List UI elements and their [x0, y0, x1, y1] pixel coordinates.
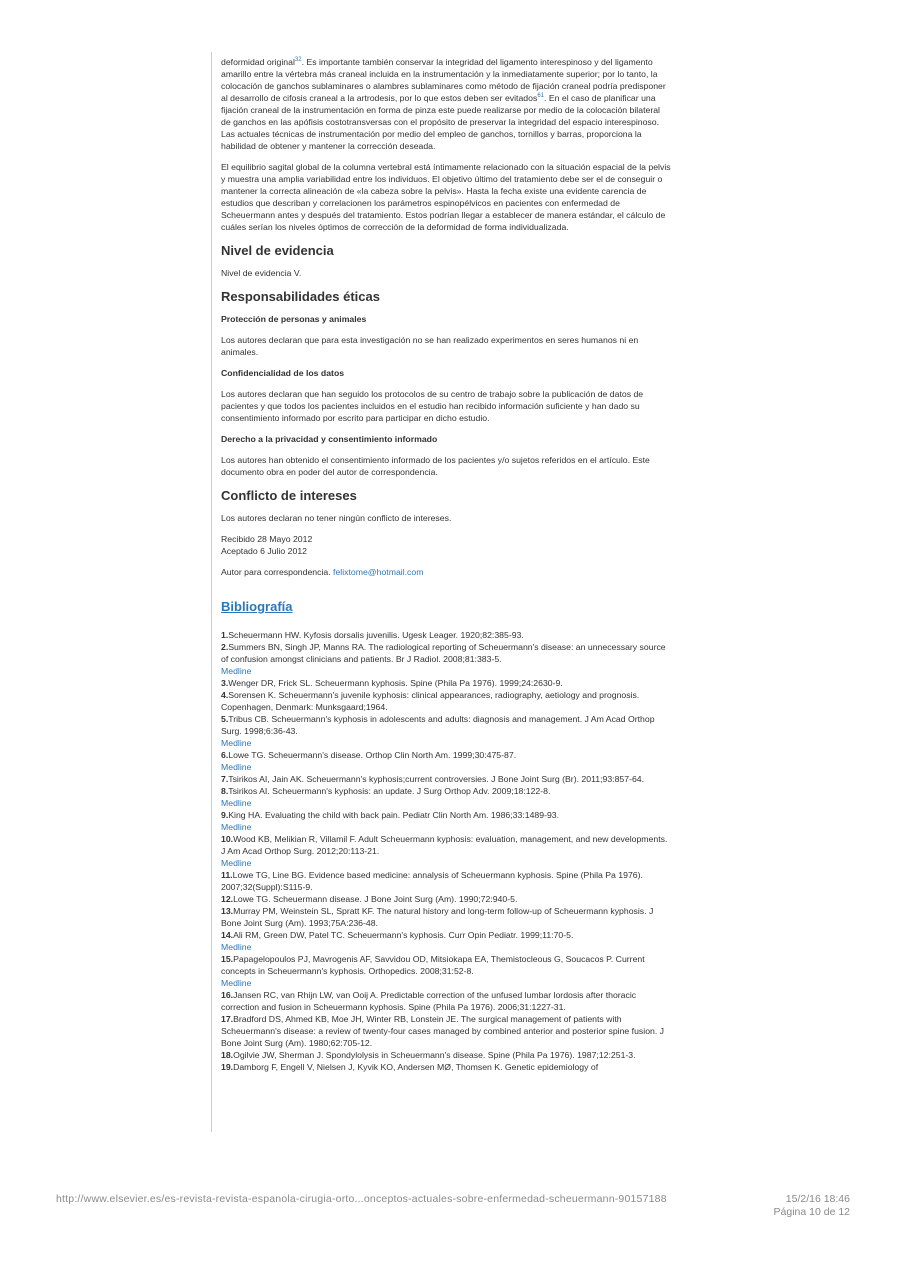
medline-link[interactable]: Medline [221, 666, 252, 676]
bibliography-heading[interactable]: Bibliografía [221, 599, 293, 614]
medline-link[interactable]: Medline [221, 738, 252, 748]
reference-text: Jansen RC, van Rhijn LW, van Ooij A. Predictable correction of the unfused lumbar lordosis after thoracic correction and fusion in Scheuermann kyphosis. Spine (Phila Pa 1976). 2006;31:1227-31. [221, 990, 637, 1012]
proteccion-text: Los autores declaran que para esta investigación no se han realizado experimentos en seres humanos ni en animales. [221, 335, 639, 357]
reference-number: 12. [221, 894, 234, 904]
reference-text: Lowe TG. Scheuermann's disease. Orthop Clin North Am. 1999;30:475-87. [228, 750, 517, 760]
paragraph-deformidad [221, 56, 671, 152]
heading-responsabilidades-eticas: Responsabilidades éticas [221, 289, 380, 304]
reference-number: 10. [221, 834, 234, 844]
citation-61[interactable]: 61 [537, 93, 544, 99]
medline-link[interactable]: Medline [221, 978, 252, 988]
reference-list [221, 629, 671, 1073]
reference-number: 18. [221, 1050, 234, 1060]
reference-item [221, 629, 671, 641]
heading-nivel-evidencia: Nivel de evidencia [221, 243, 334, 258]
corresponding-author [221, 566, 671, 578]
reference-text: Tsirikos AI, Jain AK. Scheuermann's kyphosis;current controversies. J Bone Joint Surg (Br). 2011;93:857-64. [228, 774, 645, 784]
received-date: Recibido 28 Mayo 2012 [221, 534, 313, 544]
subheading-proteccion: Protección de personas y animales [221, 314, 367, 324]
paragraph-text: . En el caso de planificar una fijación craneal de la instrumentación en forma de pinza este puede realizarse por medio de la colocación bilateral de ganchos en las apófisis costotransversas con el propósito de preservar la integridad del espacio interespinoso. Las actuales técnicas de instrumentación por medio del empleo de ganchos, tornillos y barras, proporciona la habilidad de obtener y mantener la corrección deseada. [221, 93, 660, 151]
medline-link[interactable]: Medline [221, 942, 252, 952]
accepted-date: Aceptado 6 Julio 2012 [221, 546, 307, 556]
reference-text: Ali RM, Green DW, Patel TC. Scheuermann's kyphosis. Curr Opin Pediatr. 1999;11:70-5. [233, 930, 574, 940]
corresponding-author-label: Autor para correspondencia. [221, 567, 331, 577]
medline-link[interactable]: Medline [221, 762, 252, 772]
reference-item [221, 809, 671, 821]
reference-text: King HA. Evaluating the child with back pain. Pediatr Clin North Am. 1986;33:1489-93. [228, 810, 560, 820]
medline-link[interactable]: Medline [221, 822, 252, 832]
reference-number: 16. [221, 990, 234, 1000]
reference-number: 2. [221, 642, 229, 652]
reference-number: 6. [221, 750, 229, 760]
subheading-confidencialidad: Confidencialidad de los datos [221, 368, 345, 378]
reference-number: 3. [221, 678, 229, 688]
reference-item [221, 689, 671, 713]
reference-number: 19. [221, 1062, 234, 1072]
reference-number: 13. [221, 906, 234, 916]
reference-number: 11. [221, 870, 233, 880]
reference-text: Tribus CB. Scheuermann's kyphosis in adolescents and adults: diagnosis and management. J Am Acad Orthop Surg. 1998;6:36-43. [221, 714, 655, 736]
medline-link[interactable]: Medline [221, 858, 252, 868]
reference-text: Lowe TG, Line BG. Evidence based medicine: annalysis of Scheuermann kyphosis. Spine (Phila Pa 1976). 2007;32(Suppl):S115-9. [221, 870, 643, 892]
reference-item [221, 677, 671, 689]
paragraph-text: . Es importante también conservar la integridad del ligamento interespinoso y del ligamento amarillo entre la vértebra más craneal incluida en la instrumentación y la inmediatamente superior; por lo tanto, la colocación de ganchos sublaminares o alambres sublaminares como método de fijación craneal podría predisponer al desarrollo de cifosis craneal a la artrodesis, por lo que estos deben ser evitados [221, 57, 666, 103]
reference-text: Wood KB, Melikian R, Villamil F. Adult Scheuermann kyphosis: evaluation, management, and new developments. J Am Acad Orthop Surg. 2012;20:113-21. [221, 834, 668, 856]
reference-text: Papagelopoulos PJ, Mavrogenis AF, Savvidou OD, Mitsiokapa EA, Themistocleous G, Soucacos P. Current concepts in Scheuermann's kyphosis. Orthopedics. 2008;31:52-8. [221, 954, 645, 976]
reference-item [221, 713, 671, 737]
received-dates [221, 533, 671, 557]
reference-number: 14. [221, 930, 234, 940]
reference-item [221, 989, 671, 1013]
footer-meta [774, 1193, 850, 1219]
reference-item [221, 893, 671, 905]
citation-32[interactable]: 32 [294, 57, 302, 63]
reference-item [221, 929, 671, 941]
reference-item [221, 833, 671, 857]
reference-number: 15. [221, 954, 234, 964]
reference-item [221, 641, 671, 665]
reference-text: Damborg F, Engell V, Nielsen J, Kyvik KO, Andersen MØ, Thomsen K. Genetic epidemiology of [233, 1062, 599, 1072]
reference-text: Scheuermann HW. Kyfosis dorsalis juvenilis. Ugesk Leager. 1920;82:385-93. [228, 630, 524, 640]
reference-text: Bradford DS, Ahmed KB, Moe JH, Winter RB, Lonstein JE. The surgical management of patients with Scheuermann's disease: a review of twenty-four cases managed by combined anterior and posterior spine fusion. J Bone Joint Surg (Am). 1980;62:705-12. [221, 1014, 665, 1048]
reference-text: Murray PM, Weinstein SL, Spratt KF. The natural history and long-term follow-up of Scheuermann kyphosis. J Bone Joint Surg (Am). 1993;75A:236-48. [221, 906, 654, 928]
reference-number: 4. [221, 690, 229, 700]
subheading-privacidad: Derecho a la privacidad y consentimiento informado [221, 434, 438, 444]
reference-item [221, 749, 671, 761]
paragraph-text: deformidad original [221, 57, 295, 67]
reference-text: Lowe TG. Scheuermann disease. J Bone Joint Surg (Am). 1990;72:940-5. [233, 894, 518, 904]
reference-number: 8. [221, 786, 229, 796]
reference-text: Sorensen K. Scheuermann's juvenile kyphosis: clinical appearances, radiography, aetiology and prognosis. Copenhagen, Denmark: Munksgaard;1964. [221, 690, 640, 712]
reference-number: 5. [221, 714, 229, 724]
reference-item [221, 953, 671, 977]
reference-text: Ogilvie JW, Sherman J. Spondylolysis in Scheuermann's disease. Spine (Phila Pa 1976). 1987;12:251-3. [233, 1050, 636, 1060]
reference-item [221, 1049, 671, 1061]
author-email-link[interactable]: felixtome@hotmail.com [333, 567, 424, 577]
reference-item [221, 869, 671, 893]
paragraph-equilibrio: El equilibrio sagital global de la columna vertebral está íntimamente relacionado con la situación espacial de la pelvis y muestra una amplia variabilidad entre los individuos. El objetivo último del tratamiento debe ser el de conseguir o mantener la correcta alineación de «la cabeza sobre la pelvis». Hasta la fecha existe una evidente carencia de estudios que describan y correlacionen los parámetros espinopélvicos en pacientes con enfermedad de Scheuermann antes y después del tratamiento. Estos podrían llegar a establecer de manera estándar, el cálculo de cuáles serían los niveles óptimos de corrección de la deformidad de forma individualizada. [221, 162, 671, 232]
reference-item [221, 905, 671, 929]
reference-number: 9. [221, 810, 229, 820]
reference-item [221, 1013, 671, 1049]
footer-datetime: 15/2/16 18:46 [785, 1193, 850, 1205]
reference-number: 17. [221, 1014, 234, 1024]
privacidad-text: Los autores han obtenido el consentimiento informado de los pacientes y/o sujetos referidos en el artículo. Este documento obra en poder del autor de correspondencia. [221, 455, 650, 477]
article-content [221, 56, 671, 1073]
confidencialidad-text: Los autores declaran que han seguido los protocolos de su centro de trabajo sobre la publicación de datos de pacientes y que todos los pacientes incluidos en el estudio han recibido información suficiente y han dado su consentimiento informado por escrito para participar en dicho estudio. [221, 389, 644, 423]
reference-text: Summers BN, Singh JP, Manns RA. The radiological reporting of Scheuermann's disease: an unnecessary source of confusion amongst clinicians and patients. Br J Radiol. 2008;81:383-5. [221, 642, 666, 664]
reference-text: Wenger DR, Frick SL. Scheuermann kyphosis. Spine (Phila Pa 1976). 1999;24:2630-9. [228, 678, 563, 688]
footer-url: http://www.elsevier.es/es-revista-revista-espanola-cirugia-orto...onceptos-actuales-sobre-enfermedad-scheuermann-90157188 [56, 1193, 667, 1205]
heading-conflicto-intereses: Conflicto de intereses [221, 488, 357, 503]
reference-number: 7. [221, 774, 229, 784]
footer-page-number: Página 10 de 12 [773, 1206, 850, 1218]
reference-item [221, 773, 671, 785]
evidencia-text: Nivel de evidencia V. [221, 268, 302, 278]
reference-number: 1. [221, 630, 229, 640]
reference-item [221, 1061, 671, 1073]
conflicto-text: Los autores declaran no tener ningún conflicto de intereses. [221, 513, 452, 523]
reference-item [221, 785, 671, 797]
left-margin-rule [211, 52, 212, 1132]
medline-link[interactable]: Medline [221, 798, 252, 808]
reference-text: Tsirikos AI. Scheuermann's kyphosis: an update. J Surg Orthop Adv. 2009;18:122-8. [228, 786, 551, 796]
